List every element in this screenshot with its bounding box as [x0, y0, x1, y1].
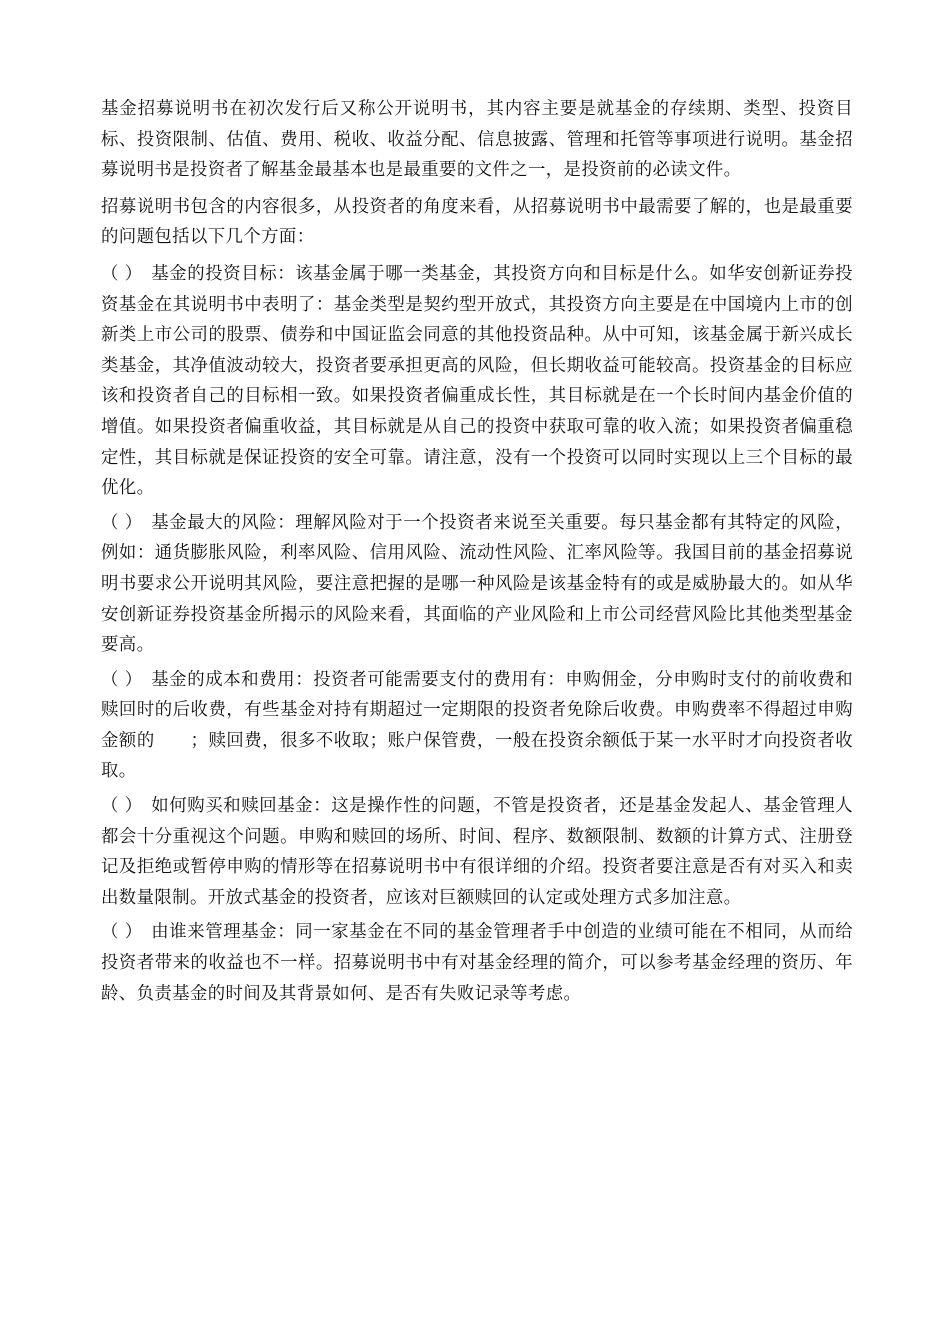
list-item-text: 由谁来管理基金：同一家基金在不同的基金管理者手中创造的业绩可能在不相同，从而给投资者带来的收益也不一样。招募说明书中有对基金经理的简介，可以参考基金经理的资历、年龄、负责基金的时间及其背景如何、是否有失败记录等考虑。	[101, 922, 853, 1004]
list-item-marker: （ ）	[101, 669, 143, 690]
list-item-text: 如何购买和赎回基金：这是操作性的问题，不管是投资者，还是基金发起人、基金管理人都会十分重视这个问题。申购和赎回的场所、时间、程序、数额限制、数额的计算方式、注册登记及拒绝或暂停申购的情形等在招募说明书中有很详细的介绍。投资者要注意是否有对买入和卖出数量限制。开放式基金的投资者，应该对巨额赎回的认定或处理方式多加注意。	[101, 796, 853, 908]
list-item	[101, 665, 853, 787]
list-item	[101, 259, 853, 504]
intro-paragraph: 基金招募说明书在初次发行后又称公开说明书，其内容主要是就基金的存续期、类型、投资目标、投资限制、估值、费用、税收、收益分配、信息披露、管理和托管等事项进行说明。基金招募说明书是投资者了解基金最基本也是最重要的文件之一，是投资前的必读文件。	[101, 99, 853, 181]
document-body	[101, 94, 853, 1013]
intro-paragraph: 招募说明书包含的内容很多，从投资者的角度来看，从招募说明书中最需要了解的，也是最重要的问题包括以下几个方面：	[101, 196, 853, 248]
list-item-text: 基金的成本和费用：投资者可能需要支付的费用有：申购佣金，分申购时支付的前收费和赎回时的后收费，有些基金对持有期超过一定期限的投资者免除后收费。申购费率不得超过申购金额的 ；赎回费，很多不收取；账户保管费，一般在投资余额低于某一水平时才向投资者收取。	[101, 669, 853, 782]
list-item-marker: （ ）	[101, 512, 143, 533]
list-item	[101, 917, 853, 1009]
list-item-marker: （ ）	[101, 922, 143, 943]
list-item	[101, 508, 853, 661]
list-item-marker: （ ）	[101, 263, 143, 284]
list-item	[101, 791, 853, 913]
list-item-text: 基金的投资目标：该基金属于哪一类基金，其投资方向和目标是什么。如华安创新证券投资基金在其说明书中表明了：基金类型是契约型开放式，其投资方向主要是在中国境内上市的创新类上市公司的股票、债券和中国证监会同意的其他投资品种。从中可知，该基金属于新兴成长类基金，其净值波动较大，投资者要承担更高的风险，但长期收益可能较高。投资基金的目标应该和投资者自己的目标相一致。如果投资者偏重成长性，其目标就是在一个长时间内基金价值的增值。如果投资者偏重收益，其目标就是从自己的投资中获取可靠的收入流；如果投资者偏重稳定性，其目标就是保证投资的安全可靠。请注意，没有一个投资可以同时实现以上三个目标的最优化。	[101, 263, 853, 499]
list-item-marker: （ ）	[101, 796, 143, 817]
list-item-text: 基金最大的风险：理解风险对于一个投资者来说至关重要。每只基金都有其特定的风险，例如：通货膨胀风险，利率风险、信用风险、流动性风险、汇率风险等。我国目前的基金招募说明书要求公开说明其风险，要注意把握的是哪一种风险是该基金特有的或是威胁最大的。如从华安创新证券投资基金所揭示的风险来看，其面临的产业风险和上市公司经营风险比其他类型基金要高。	[101, 512, 853, 656]
